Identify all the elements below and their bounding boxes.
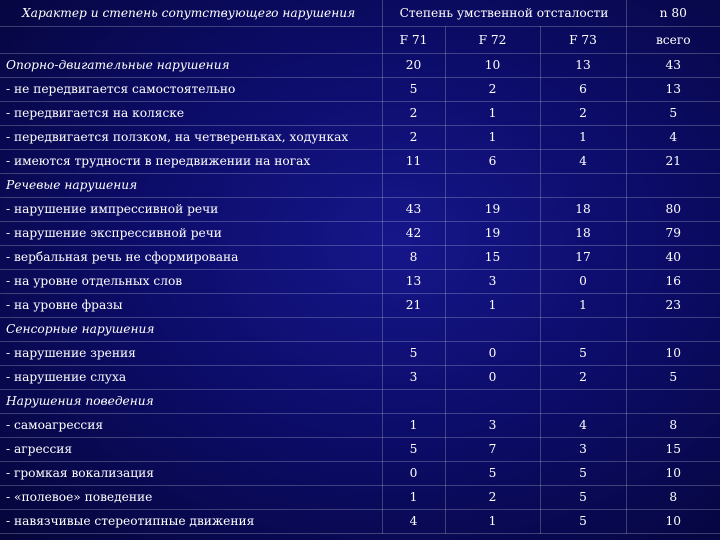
value-f73: 1 bbox=[540, 294, 626, 318]
section-heading: Сенсорные нарушения bbox=[0, 318, 382, 342]
value-f71: 21 bbox=[382, 294, 445, 318]
value-f71: 2 bbox=[382, 102, 445, 126]
value-f71 bbox=[382, 174, 445, 198]
value-f73 bbox=[540, 174, 626, 198]
value-f73: 5 bbox=[540, 486, 626, 510]
row-label: - нарушение слуха bbox=[0, 366, 382, 390]
value-total: 15 bbox=[626, 438, 720, 462]
value-f71: 5 bbox=[382, 342, 445, 366]
value-f72: 0 bbox=[445, 342, 540, 366]
header-n: n 80 bbox=[626, 0, 720, 27]
value-f72: 1 bbox=[445, 126, 540, 150]
value-f73: 1 bbox=[540, 126, 626, 150]
table-row bbox=[0, 126, 720, 150]
value-f73: 13 bbox=[540, 54, 626, 78]
value-f72: 19 bbox=[445, 222, 540, 246]
table-row bbox=[0, 438, 720, 462]
value-total: 16 bbox=[626, 270, 720, 294]
header-f72: F 72 bbox=[445, 27, 540, 54]
value-f73: 0 bbox=[540, 270, 626, 294]
value-total: 4 bbox=[626, 126, 720, 150]
section-heading: Нарушения поведения bbox=[0, 390, 382, 414]
table-row bbox=[0, 150, 720, 174]
value-f71: 1 bbox=[382, 414, 445, 438]
row-label: - «полевое» поведение bbox=[0, 486, 382, 510]
header-total: всего bbox=[626, 27, 720, 54]
value-total: 40 bbox=[626, 246, 720, 270]
table-row bbox=[0, 78, 720, 102]
value-f72: 6 bbox=[445, 150, 540, 174]
value-f72 bbox=[445, 390, 540, 414]
value-f71: 11 bbox=[382, 150, 445, 174]
value-f73: 6 bbox=[540, 78, 626, 102]
value-f73: 4 bbox=[540, 150, 626, 174]
value-f72: 1 bbox=[445, 102, 540, 126]
table-row bbox=[0, 414, 720, 438]
value-f71 bbox=[382, 390, 445, 414]
value-f73 bbox=[540, 390, 626, 414]
value-f72: 0 bbox=[445, 366, 540, 390]
value-f71: 4 bbox=[382, 510, 445, 534]
table-row bbox=[0, 510, 720, 534]
header-empty bbox=[0, 27, 382, 54]
value-f73: 2 bbox=[540, 102, 626, 126]
row-label: - не передвигается самостоятельно bbox=[0, 78, 382, 102]
header-degree: Степень умственной отсталости bbox=[382, 0, 626, 27]
value-f73 bbox=[540, 318, 626, 342]
table-row bbox=[0, 222, 720, 246]
table-row bbox=[0, 366, 720, 390]
table-row bbox=[0, 246, 720, 270]
value-f72: 3 bbox=[445, 270, 540, 294]
row-label: - нарушение зрения bbox=[0, 342, 382, 366]
value-f71: 1 bbox=[382, 486, 445, 510]
table-row bbox=[0, 486, 720, 510]
value-f73: 17 bbox=[540, 246, 626, 270]
value-total bbox=[626, 174, 720, 198]
value-f72: 5 bbox=[445, 462, 540, 486]
value-f73: 18 bbox=[540, 198, 626, 222]
table-row bbox=[0, 174, 720, 198]
value-total: 10 bbox=[626, 342, 720, 366]
value-total: 10 bbox=[626, 462, 720, 486]
row-label: - навязчивые стереотипные движения bbox=[0, 510, 382, 534]
value-f73: 3 bbox=[540, 438, 626, 462]
value-f71: 13 bbox=[382, 270, 445, 294]
value-f72: 2 bbox=[445, 486, 540, 510]
row-label: - самоагрессия bbox=[0, 414, 382, 438]
value-total: 5 bbox=[626, 102, 720, 126]
value-f71: 43 bbox=[382, 198, 445, 222]
table-row bbox=[0, 390, 720, 414]
table-row bbox=[0, 54, 720, 78]
row-label: - вербальная речь не сформирована bbox=[0, 246, 382, 270]
row-label: - нарушение импрессивной речи bbox=[0, 198, 382, 222]
value-f71: 8 bbox=[382, 246, 445, 270]
table-row bbox=[0, 294, 720, 318]
value-f71: 3 bbox=[382, 366, 445, 390]
section-heading: Опорно-двигательные нарушения bbox=[0, 54, 382, 78]
value-f73: 2 bbox=[540, 366, 626, 390]
table-row bbox=[0, 318, 720, 342]
value-f72: 1 bbox=[445, 294, 540, 318]
header-row-2 bbox=[0, 27, 720, 54]
value-f72: 7 bbox=[445, 438, 540, 462]
value-total: 10 bbox=[626, 510, 720, 534]
header-category: Характер и степень сопутствующего нарушения bbox=[0, 0, 382, 27]
value-f73: 5 bbox=[540, 462, 626, 486]
value-total: 5 bbox=[626, 366, 720, 390]
value-total: 43 bbox=[626, 54, 720, 78]
value-total bbox=[626, 318, 720, 342]
value-f71: 42 bbox=[382, 222, 445, 246]
value-total: 8 bbox=[626, 414, 720, 438]
value-f72 bbox=[445, 318, 540, 342]
value-total: 79 bbox=[626, 222, 720, 246]
value-f72: 10 bbox=[445, 54, 540, 78]
row-label: - на уровне фразы bbox=[0, 294, 382, 318]
value-f72: 2 bbox=[445, 78, 540, 102]
row-label: - на уровне отдельных слов bbox=[0, 270, 382, 294]
section-heading: Речевые нарушения bbox=[0, 174, 382, 198]
header-f73: F 73 bbox=[540, 27, 626, 54]
row-label: - агрессия bbox=[0, 438, 382, 462]
value-f71 bbox=[382, 318, 445, 342]
header-row-1 bbox=[0, 0, 720, 27]
table-row bbox=[0, 342, 720, 366]
row-label: - передвигается ползком, на четвереньках, ходунках bbox=[0, 126, 382, 150]
row-label: - нарушение экспрессивной речи bbox=[0, 222, 382, 246]
value-f72: 19 bbox=[445, 198, 540, 222]
value-f73: 4 bbox=[540, 414, 626, 438]
value-f71: 20 bbox=[382, 54, 445, 78]
value-f72: 3 bbox=[445, 414, 540, 438]
row-label: - передвигается на коляске bbox=[0, 102, 382, 126]
value-total: 13 bbox=[626, 78, 720, 102]
value-f71: 2 bbox=[382, 126, 445, 150]
value-f71: 5 bbox=[382, 438, 445, 462]
table-row bbox=[0, 102, 720, 126]
value-total: 23 bbox=[626, 294, 720, 318]
header-f71: F 71 bbox=[382, 27, 445, 54]
value-total: 80 bbox=[626, 198, 720, 222]
value-f73: 18 bbox=[540, 222, 626, 246]
value-f73: 5 bbox=[540, 510, 626, 534]
value-total: 8 bbox=[626, 486, 720, 510]
value-f71: 5 bbox=[382, 78, 445, 102]
value-f72 bbox=[445, 174, 540, 198]
value-f72: 1 bbox=[445, 510, 540, 534]
table-row bbox=[0, 198, 720, 222]
table-row bbox=[0, 462, 720, 486]
value-total bbox=[626, 390, 720, 414]
row-label: - громкая вокализация bbox=[0, 462, 382, 486]
value-f71: 0 bbox=[382, 462, 445, 486]
value-f73: 5 bbox=[540, 342, 626, 366]
row-label: - имеются трудности в передвижении на ногах bbox=[0, 150, 382, 174]
value-total: 21 bbox=[626, 150, 720, 174]
value-f72: 15 bbox=[445, 246, 540, 270]
table-row bbox=[0, 270, 720, 294]
